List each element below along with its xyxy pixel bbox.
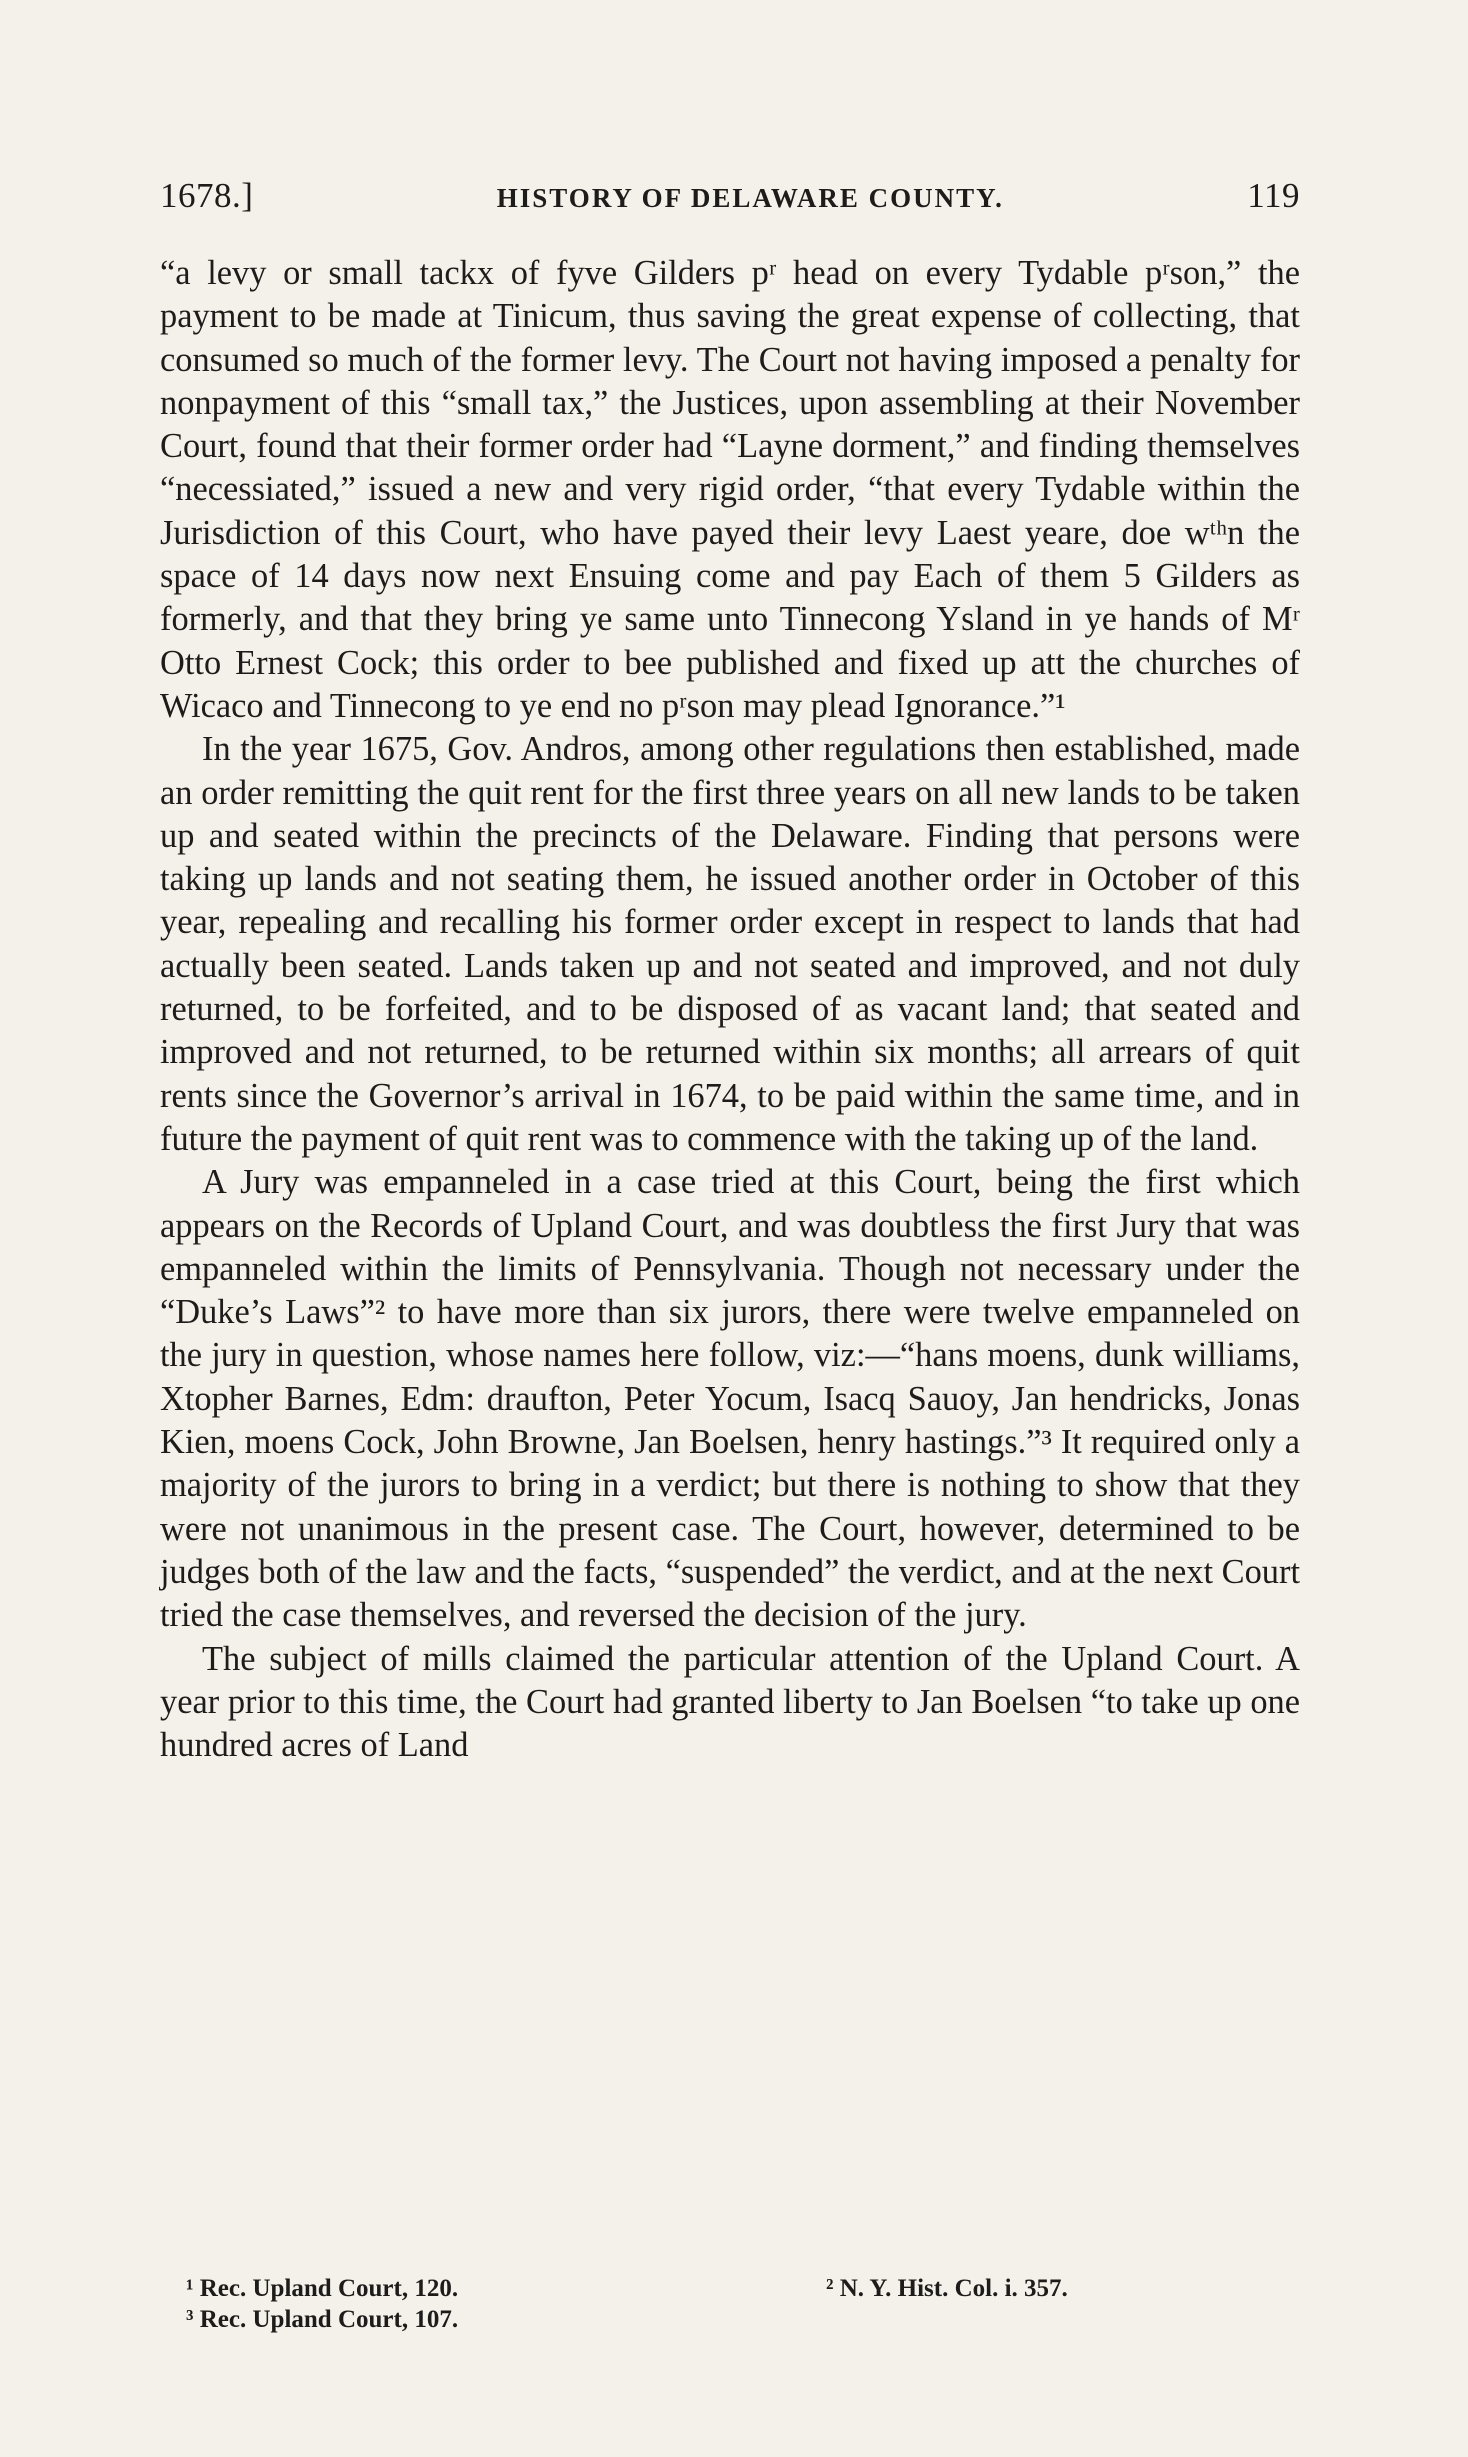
page-number: 119	[1247, 176, 1300, 215]
footnote-3: ³ Rec. Upland Court, 107.	[186, 2306, 459, 2333]
footnote-1: ¹ Rec. Upland Court, 120.	[186, 2275, 459, 2302]
body-text	[160, 252, 1300, 1767]
paragraph-2: In the year 1675, Gov. Andros, among other regulations then established, made an order remitting the quit rent for the first three years on all new lands to be taken up and seated within the precincts of the Delaware. Finding that persons were taking up lands and not seating them, he issued another order in October of this year, repealing and recalling his former order except in respect to lands that had actually been seated. Lands taken up and not seated and improved, and not duly returned, to be forfeited, and to be disposed of as vacant land; that seated and improved and not returned, to be returned within six months; all arrears of quit rents since the Governor’s arrival in 1674, to be paid within the same time, and in future the payment of quit rent was to commence with the taking up of the land.	[160, 730, 1300, 1158]
paragraph-4: The subject of mills claimed the particular attention of the Upland Court. A year prior to this time, the Court had granted liberty to Jan Boelsen “to take up one hundred acres of Land	[160, 1639, 1300, 1765]
footnotes	[186, 2273, 1186, 2335]
header-title: HISTORY OF DELAWARE COUNTY.	[496, 183, 1004, 213]
header-year: 1678.]	[160, 176, 254, 215]
paragraph-1: “a levy or small tackx of fyve Gilders pʳ head on every Tydable pʳson,” the payment to be made at Tinicum, thus saving the great expense of collecting, that consumed so much of the former levy. The Court not having imposed a penalty for nonpayment of this “small tax,” the Justices, upon assembling at their November Court, found that their former order had “Layne dorment,” and finding themselves “necessiated,” issued a new and very rigid order, “that every Tydable within the Jurisdiction of this Court, who have payed their levy Laest yeare, doe wᵗʰn the space of 14 days now next Ensuing come and pay Each of them 5 Gilders as formerly, and that they bring ye same unto Tinnecong Ysland in ye hands of Mʳ Otto Ernest Cock; this order to bee published and fixed up att the churches of Wicaco and Tinnecong to ye end no pʳson may plead Ignorance.”¹	[160, 254, 1300, 725]
paragraph-3: A Jury was empanneled in a case tried at this Court, being the first which appears on the Records of Upland Court, and was doubtless the first Jury that was empanneled within the limits of Pennsylvania. Though not necessary under the “Duke’s Laws”² to have more than six jurors, there were twelve empanneled on the jury in question, whose names here follow, viz:—“hans moens, dunk williams, Xtopher Barnes, Edm: draufton, Peter Yocum, Isacq Sauoy, Jan hendricks, Jonas Kien, moens Cock, John Browne, Jan Boelsen, henry hastings.”³ It required only a majority of the jurors to bring in a verdict; but there is nothing to show that they were not unanimous in the present case. The Court, however, determined to be judges both of the law and the facts, “suspended” the verdict, and at the next Court tried the case themselves, and reversed the decision of the jury.	[160, 1163, 1300, 1635]
footnote-2: ² N. Y. Hist. Col. i. 357.	[826, 2275, 1068, 2302]
running-header	[160, 176, 1300, 216]
page	[160, 176, 1300, 1767]
